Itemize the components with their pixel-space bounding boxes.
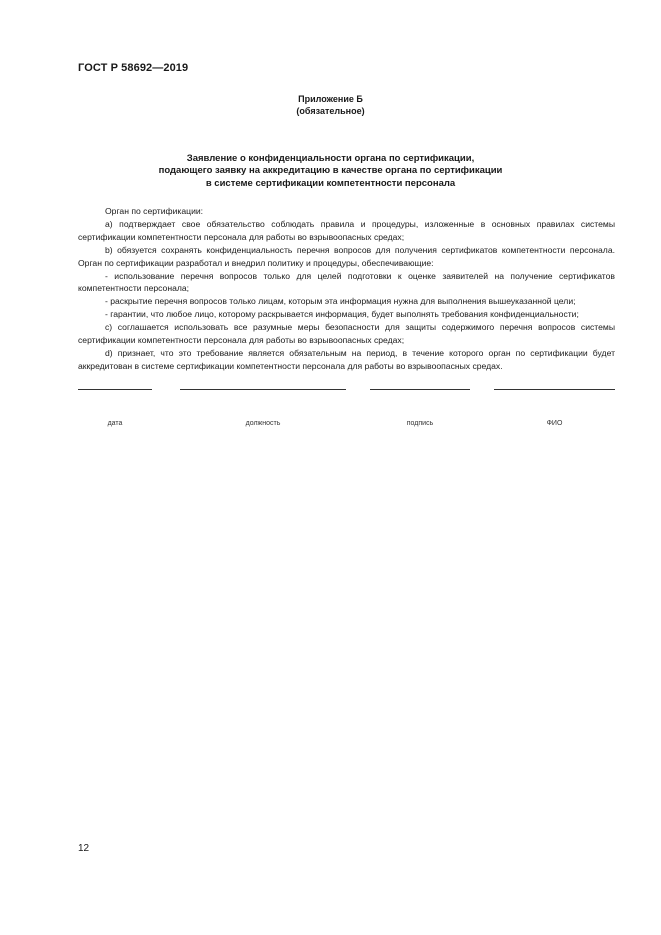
paragraph: с) соглашается использовать все разумные меры безопасности для защиты содержимого перечня вопросов системы сертификации компетентности персонала для работы во взрывоопасных средах; (78, 322, 615, 346)
position-signature-line (180, 389, 346, 390)
statement-body (78, 205, 615, 373)
date-signature-line (78, 389, 152, 390)
page-number: 12 (78, 843, 90, 854)
appendix-name: Приложение Б (298, 94, 363, 104)
document-title (120, 153, 541, 190)
signature-line (370, 389, 470, 390)
paragraph: - гарантии, что любое лицо, которому раскрывается информация, будет выполнять требования конфиденциальности; (105, 309, 579, 320)
paragraph: d) признает, что это требование является обязательным на период, в течение которого орган по сертификации будет аккредитован в системе сертификации компетентности персонала для работы во взрывоопасных средах. (78, 347, 615, 371)
position-label: должность (245, 420, 281, 427)
paragraph: Орган по сертификации: (105, 206, 204, 216)
date-label: дата (107, 420, 123, 427)
paragraph: b) обязуется сохранять конфиденциальность перечня вопросов для получения сертификатов компетентности персонала. Орган по сертификации разработал и внедрил политику и процедуры, обеспечивающие: (78, 244, 615, 268)
paragraph: - раскрытие перечня вопросов только лицам, которым эта информация нужна для выполнения вышеуказанной цели; (105, 296, 576, 307)
full-name-label: ФИО (546, 420, 563, 427)
paragraph: а) подтверждает свое обязательство соблюдать правила и процедуры, изложенные в основных правилах системы сертификации компетентности персонала для работы во взрывоопасных средах; (78, 218, 615, 242)
title-line: Заявление о конфиденциальности органа по сертификации, (186, 153, 475, 164)
appendix-status: (обязательное) (296, 106, 365, 116)
full-name-signature-line (494, 389, 615, 390)
appendix-heading (0, 93, 661, 117)
signature-label: подпись (406, 420, 434, 427)
paragraph: - использование перечня вопросов только для целей подготовки к оценке заявителей на получение сертификатов компетентности персонала; (78, 270, 615, 294)
title-line: подающего заявку на аккредитацию в качестве органа по сертификации (158, 165, 503, 177)
title-line: в системе сертификации компетентности персонала (205, 177, 456, 189)
standard-code: ГОСТ Р 58692—2019 (78, 62, 189, 74)
